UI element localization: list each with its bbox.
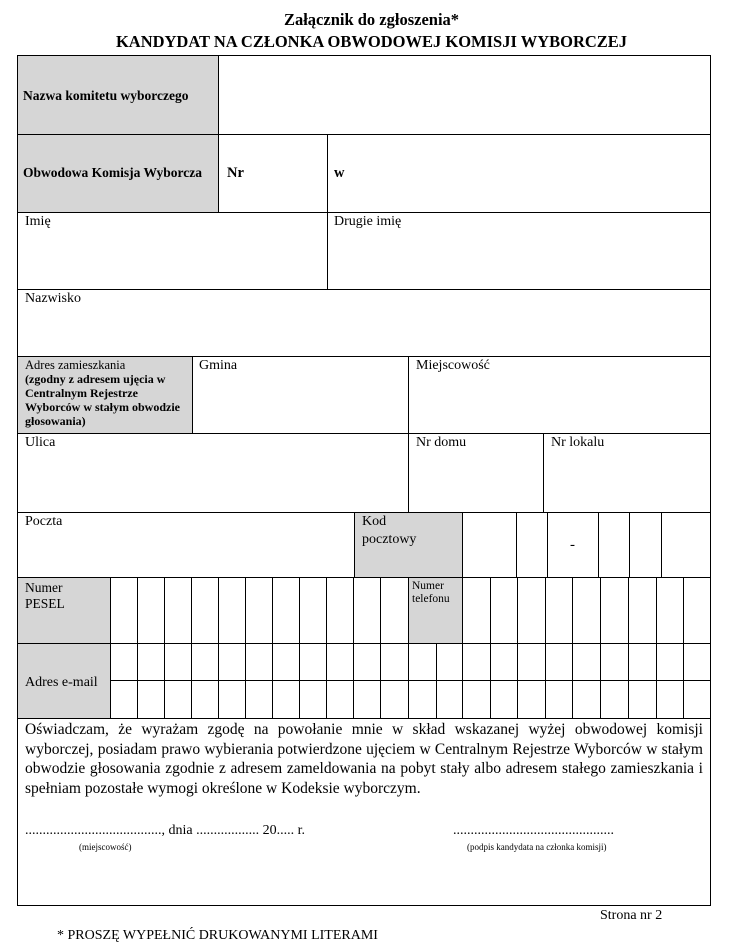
pesel-field[interactable] <box>110 577 409 643</box>
commission-nr-label: Nr <box>227 165 244 181</box>
postal-code-field[interactable] <box>463 512 710 577</box>
pesel-label: Numer PESEL <box>25 580 65 611</box>
street-label: Ulica <box>25 435 56 450</box>
form-title: KANDYDAT NA CZŁONKA OBWODOWEJ KOMISJI WYBORCZEJ <box>115 32 628 51</box>
gmina-label: Gmina <box>199 358 238 373</box>
house-number-label: Nr domu <box>416 435 467 450</box>
page-number: Strona nr 2 <box>600 908 663 923</box>
first-name-label: Imię <box>25 214 51 229</box>
first-name-field[interactable] <box>18 212 328 289</box>
signature-caption: (podpis kandydata na członka komisji) <box>467 842 607 852</box>
post-office-label: Poczta <box>25 514 63 529</box>
email-label: Adres e-mail <box>25 675 98 690</box>
place-caption: (miejscowość) <box>79 842 132 852</box>
address-label: Adres zamieszkania <box>25 358 126 372</box>
committee-label: Nazwa komitetu wyborczego <box>23 88 189 103</box>
surname-label: Nazwisko <box>25 291 81 306</box>
phone-field[interactable] <box>463 577 710 643</box>
declaration-text: Oświadczam, że wyrażam zgodę na powołanie mnie w skład wskazanej wyżej obwodowej komisji wyborczej, posiadam prawo wybierania potwierdzone ujęciem w Centralnym Rejestrze Wyborców w stałym obwodzie głosowania zgodnie z adresem zameldowania na pobyt stały albo adresem stałego zamieszkania i spełniam pozostałe wymogi określone w Kodeksie wyborczym. <box>25 721 703 797</box>
postal-code-label: Kod pocztowy <box>362 514 417 547</box>
commission-label: Obwodowa Komisja Wyborcza <box>23 165 203 180</box>
committee-name-field[interactable] <box>219 56 710 134</box>
phone-label: Numer telefonu <box>412 580 450 605</box>
address-note: (zgodny z adresem ujęcia w Centralnym Rejestrze Wyborców w stałym obwodzie głosowania) <box>25 372 180 428</box>
second-name-label: Drugie imię <box>334 214 402 229</box>
apartment-number-label: Nr lokalu <box>551 435 605 450</box>
print-instruction-note: * PROSZĘ WYPEŁNIĆ DRUKOWANYMI LITERAMI <box>57 928 378 943</box>
commission-location-field[interactable] <box>328 134 710 212</box>
place-date-line[interactable]: ......................................., dnia .................. 20..... r. <box>25 823 305 838</box>
post-office-field[interactable] <box>18 512 355 577</box>
miejscowosc-label: Miejscowość <box>416 358 490 373</box>
postal-code-dash: - <box>570 537 575 553</box>
surname-field[interactable] <box>18 289 710 356</box>
attachment-title: Załącznik do zgłoszenia* <box>283 10 460 29</box>
signature-line[interactable]: .............................................. <box>453 823 614 838</box>
commission-w-label: w <box>334 165 345 181</box>
street-field[interactable] <box>18 433 409 512</box>
